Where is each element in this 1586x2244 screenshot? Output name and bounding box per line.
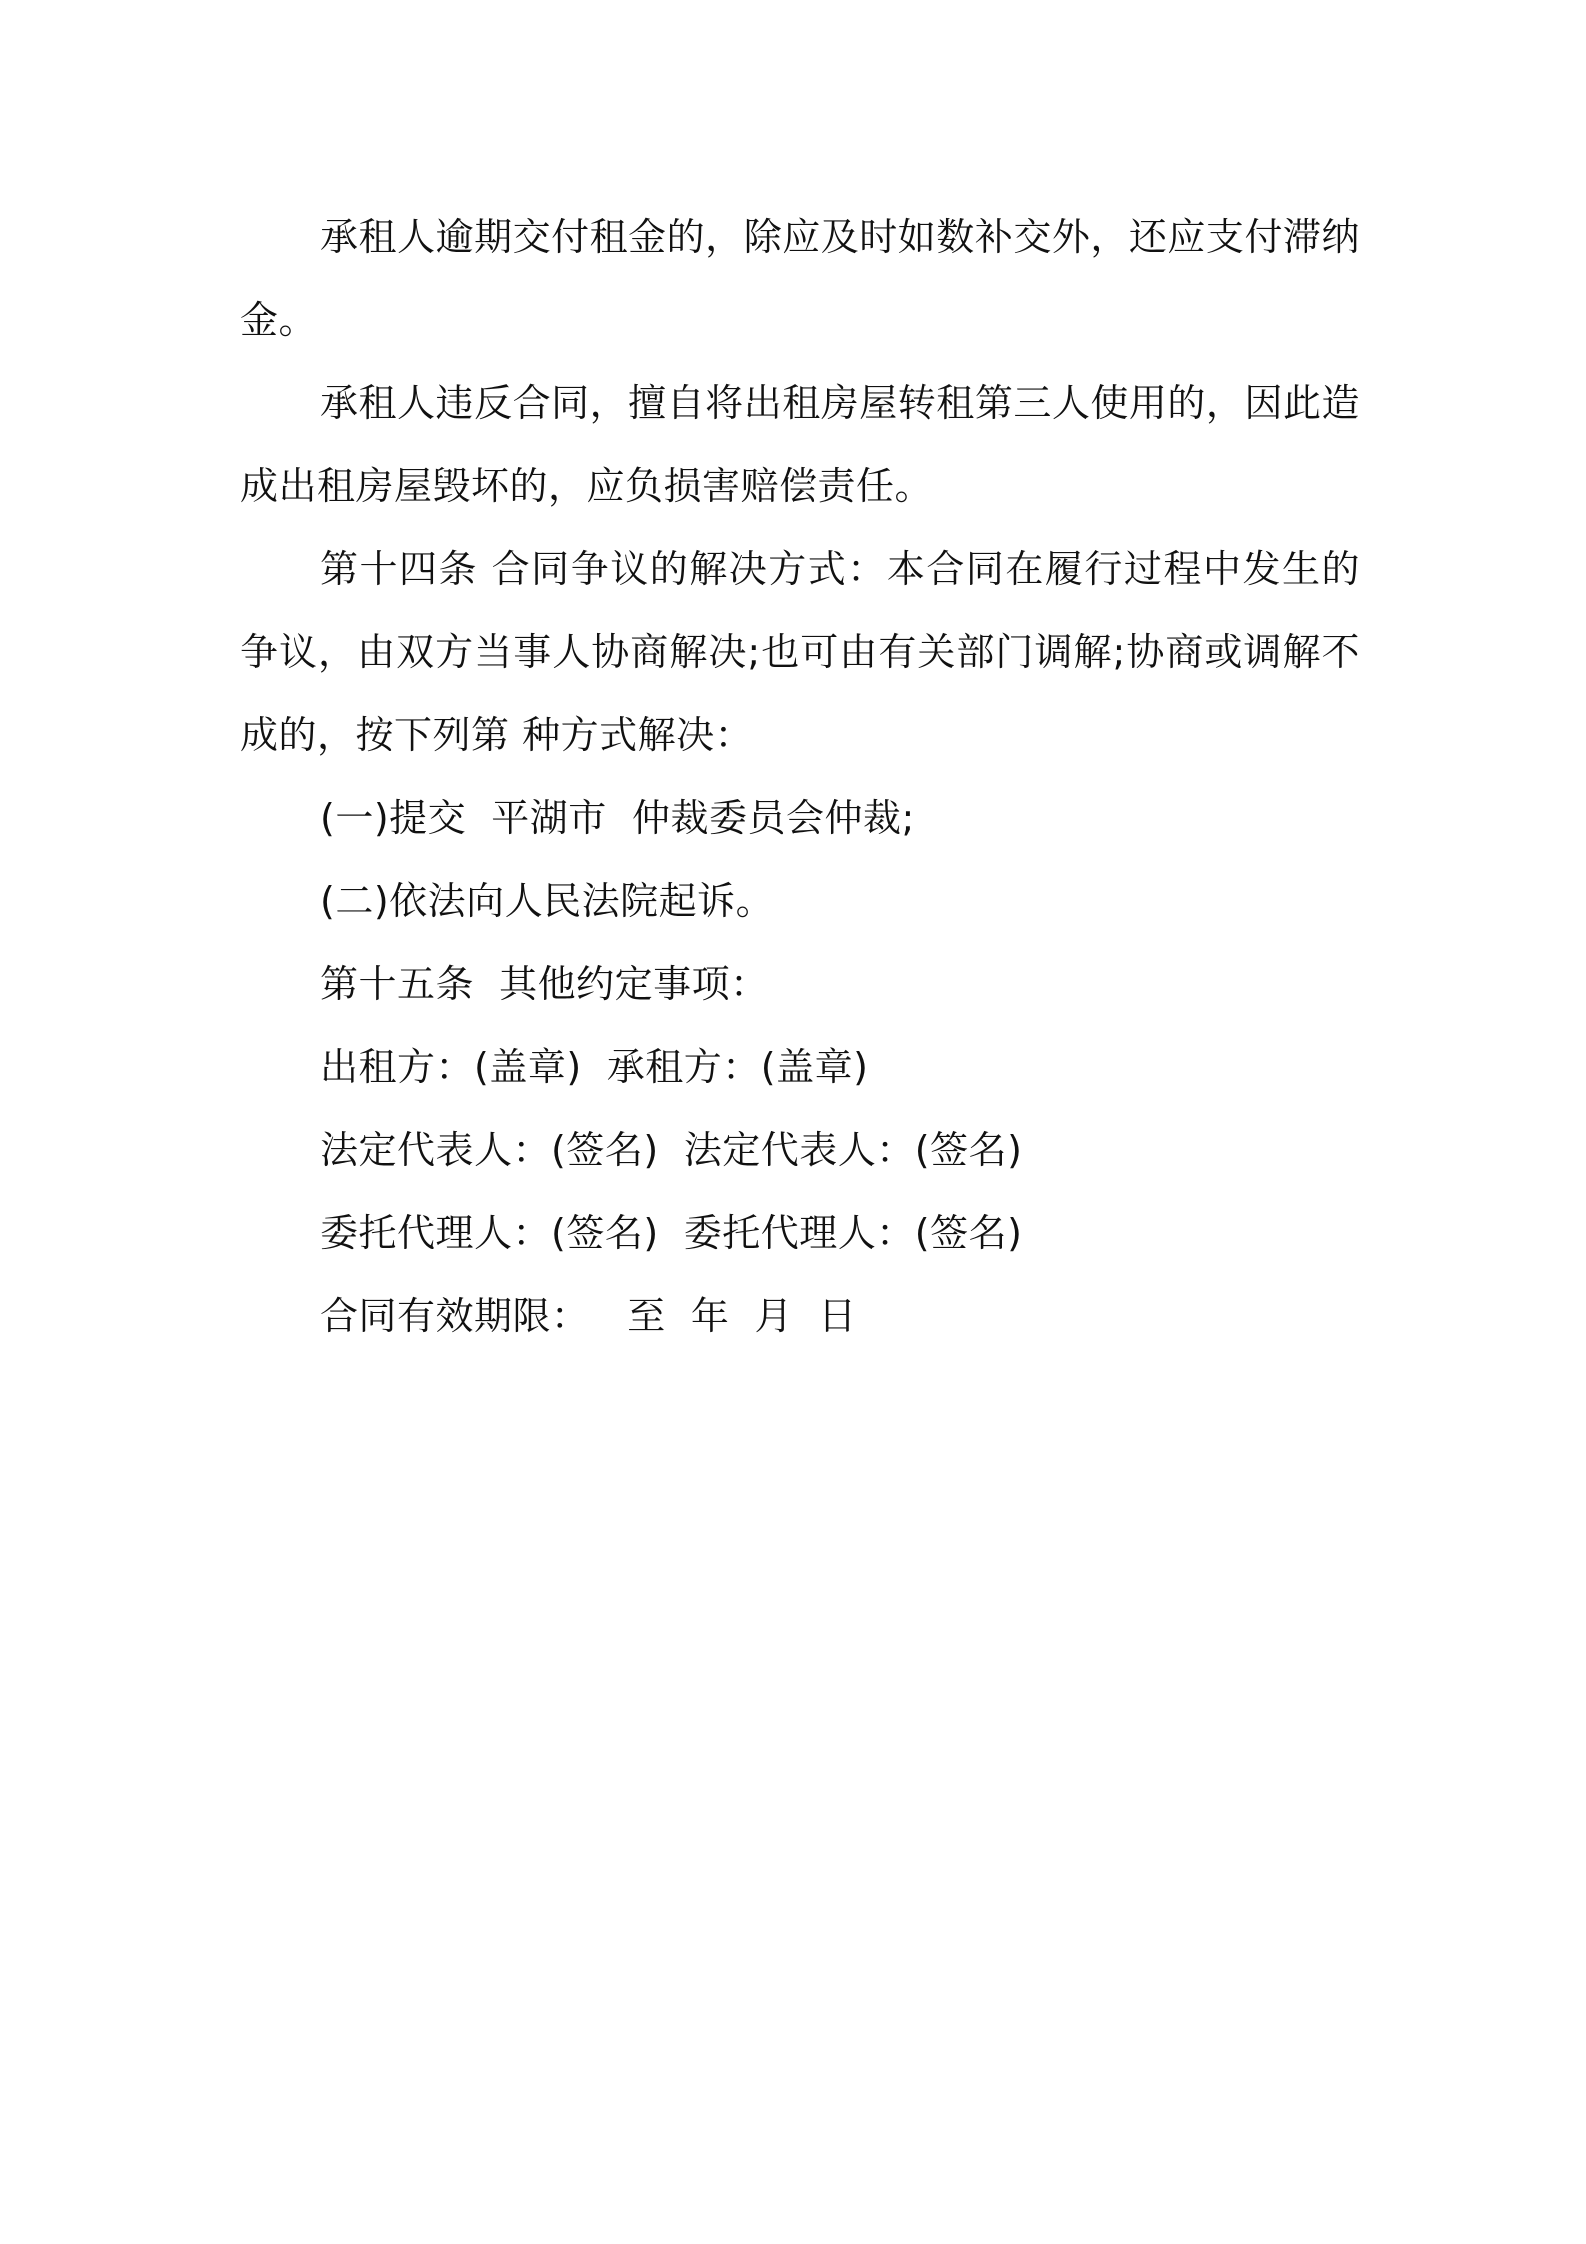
- paragraph-late-rent: 承租人逾期交付租金的，除应及时如数补交外，还应支付滞纳金。: [240, 215, 1360, 342]
- signature-legal-rep-line: 法定代表人：(签名) 法定代表人：(签名): [320, 1128, 1023, 1172]
- paragraph-sublease-damage: 承租人违反合同，擅自将出租房屋转租第三人使用的，因此造成出租房屋毁坏的，应负损害赔偿责任。: [240, 381, 1360, 508]
- article-15-other-matters: 第十五条 其他约定事项：: [320, 962, 769, 1006]
- signature-seal-line: 出租方：(盖章) 承租方：(盖章): [320, 1045, 869, 1089]
- contract-validity-line: 合同有效期限： 至 年 月 日: [320, 1294, 857, 1338]
- document-body: [240, 196, 1360, 1358]
- option-court: (二)依法向人民法院起诉。: [320, 879, 775, 923]
- option-arbitration: (一)提交 平湖市 仲裁委员会仲裁;: [320, 796, 915, 840]
- signature-agent-line: 委托代理人：(签名) 委托代理人：(签名): [320, 1211, 1023, 1255]
- paragraph-article-14-dispute: 第十四条 合同争议的解决方式：本合同在履行过程中发生的争议，由双方当事人协商解决;也可由有关部门调解;协商或调解不成的，按下列第 种方式解决：: [240, 547, 1360, 757]
